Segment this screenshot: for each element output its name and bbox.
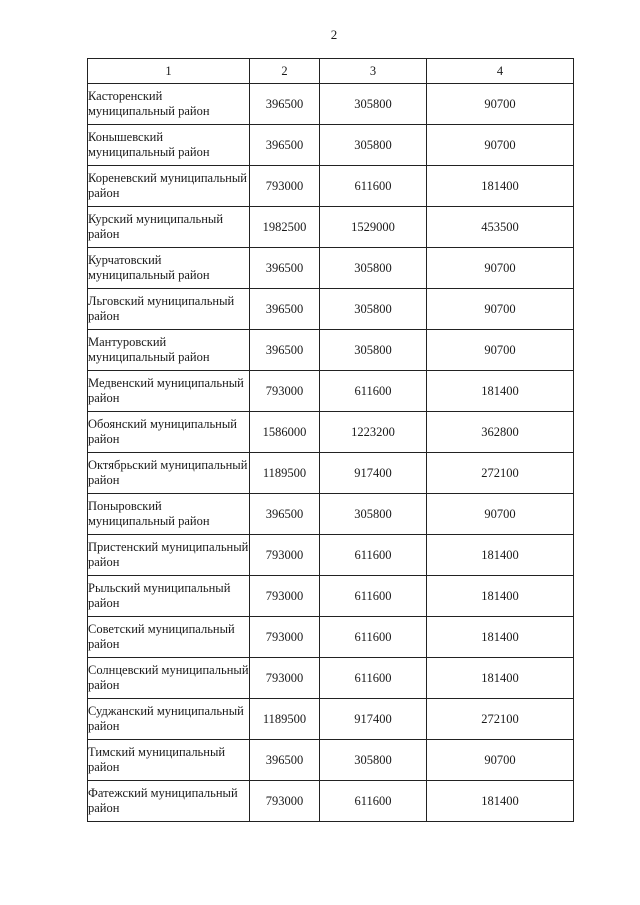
- column-4-value-cell: 272100: [427, 453, 574, 494]
- table-row: [88, 699, 574, 740]
- table-row: [88, 371, 574, 412]
- table-row: [88, 617, 574, 658]
- district-name-cell: Фатежский муниципальный район: [88, 781, 250, 822]
- table-row: [88, 658, 574, 699]
- column-2-value-cell: 793000: [250, 535, 320, 576]
- column-4-value-cell: 181400: [427, 617, 574, 658]
- column-2-value-cell: 396500: [250, 289, 320, 330]
- column-4-value-cell: 362800: [427, 412, 574, 453]
- column-3-value-cell: 611600: [320, 535, 427, 576]
- column-4-value-cell: 181400: [427, 658, 574, 699]
- column-2-value-cell: 793000: [250, 576, 320, 617]
- table-row: [88, 84, 574, 125]
- column-2-value-cell: 1586000: [250, 412, 320, 453]
- table-header-row: [88, 59, 574, 84]
- column-2-value-cell: 793000: [250, 371, 320, 412]
- column-2-value-cell: 396500: [250, 740, 320, 781]
- table-row: [88, 412, 574, 453]
- column-2-value-cell: 396500: [250, 248, 320, 289]
- district-name-cell: Обоянский муниципальный район: [88, 412, 250, 453]
- column-2-value-cell: 1189500: [250, 699, 320, 740]
- district-name-cell: Тимский муниципальный район: [88, 740, 250, 781]
- district-name-cell: Курчатовский муниципальный район: [88, 248, 250, 289]
- column-4-value-cell: 181400: [427, 371, 574, 412]
- column-4-value-cell: 90700: [427, 125, 574, 166]
- column-4-value-cell: 90700: [427, 248, 574, 289]
- column-2-value-cell: 793000: [250, 781, 320, 822]
- column-3-value-cell: 1529000: [320, 207, 427, 248]
- table-body: [88, 84, 574, 822]
- column-header: 1: [88, 59, 250, 84]
- column-4-value-cell: 90700: [427, 289, 574, 330]
- table-row: [88, 125, 574, 166]
- column-2-value-cell: 1189500: [250, 453, 320, 494]
- table-row: [88, 289, 574, 330]
- table-row: [88, 781, 574, 822]
- column-3-value-cell: 305800: [320, 740, 427, 781]
- table-row: [88, 248, 574, 289]
- column-4-value-cell: 181400: [427, 535, 574, 576]
- column-3-value-cell: 305800: [320, 494, 427, 535]
- district-name-cell: Льговский муниципальный район: [88, 289, 250, 330]
- column-3-value-cell: 611600: [320, 781, 427, 822]
- district-name-cell: Пристенский муниципальный район: [88, 535, 250, 576]
- column-2-value-cell: 793000: [250, 166, 320, 207]
- column-3-value-cell: 611600: [320, 576, 427, 617]
- district-name-cell: Советский муниципальный район: [88, 617, 250, 658]
- column-3-value-cell: 305800: [320, 84, 427, 125]
- column-4-value-cell: 90700: [427, 740, 574, 781]
- column-header: 3: [320, 59, 427, 84]
- column-3-value-cell: 611600: [320, 371, 427, 412]
- district-name-cell: Октябрьский муниципальный район: [88, 453, 250, 494]
- district-name-cell: Рыльский муниципальный район: [88, 576, 250, 617]
- district-name-cell: Конышевский муниципальный район: [88, 125, 250, 166]
- column-4-value-cell: 453500: [427, 207, 574, 248]
- column-2-value-cell: 396500: [250, 330, 320, 371]
- table-row: [88, 207, 574, 248]
- column-4-value-cell: 181400: [427, 576, 574, 617]
- page-number: 2: [330, 27, 338, 42]
- column-2-value-cell: 793000: [250, 658, 320, 699]
- district-name-cell: Курский муниципальный район: [88, 207, 250, 248]
- table-row: [88, 494, 574, 535]
- column-3-value-cell: 917400: [320, 699, 427, 740]
- column-4-value-cell: 90700: [427, 494, 574, 535]
- district-name-cell: Медвенский муниципальный район: [88, 371, 250, 412]
- district-name-cell: Поныровский муниципальный район: [88, 494, 250, 535]
- column-2-value-cell: 793000: [250, 617, 320, 658]
- table-row: [88, 576, 574, 617]
- table-row: [88, 740, 574, 781]
- table-row: [88, 166, 574, 207]
- column-3-value-cell: 611600: [320, 658, 427, 699]
- table-row: [88, 453, 574, 494]
- column-3-value-cell: 305800: [320, 289, 427, 330]
- table-row: [88, 535, 574, 576]
- column-3-value-cell: 1223200: [320, 412, 427, 453]
- table-row: [88, 330, 574, 371]
- district-name-cell: Солнцевский муниципальный район: [88, 658, 250, 699]
- column-4-value-cell: 181400: [427, 166, 574, 207]
- column-3-value-cell: 305800: [320, 330, 427, 371]
- column-header: 2: [250, 59, 320, 84]
- district-name-cell: Кореневский муниципальный район: [88, 166, 250, 207]
- district-name-cell: Касторенский муниципальный район: [88, 84, 250, 125]
- district-table: [87, 58, 574, 822]
- district-name-cell: Суджанский муниципальный район: [88, 699, 250, 740]
- column-3-value-cell: 611600: [320, 617, 427, 658]
- column-3-value-cell: 611600: [320, 166, 427, 207]
- column-header: 4: [427, 59, 574, 84]
- column-4-value-cell: 181400: [427, 781, 574, 822]
- column-4-value-cell: 272100: [427, 699, 574, 740]
- column-4-value-cell: 90700: [427, 330, 574, 371]
- column-3-value-cell: 305800: [320, 248, 427, 289]
- column-2-value-cell: 396500: [250, 494, 320, 535]
- column-2-value-cell: 1982500: [250, 207, 320, 248]
- column-2-value-cell: 396500: [250, 125, 320, 166]
- column-2-value-cell: 396500: [250, 84, 320, 125]
- district-name-cell: Мантуровский муниципальный район: [88, 330, 250, 371]
- column-3-value-cell: 305800: [320, 125, 427, 166]
- column-4-value-cell: 90700: [427, 84, 574, 125]
- column-3-value-cell: 917400: [320, 453, 427, 494]
